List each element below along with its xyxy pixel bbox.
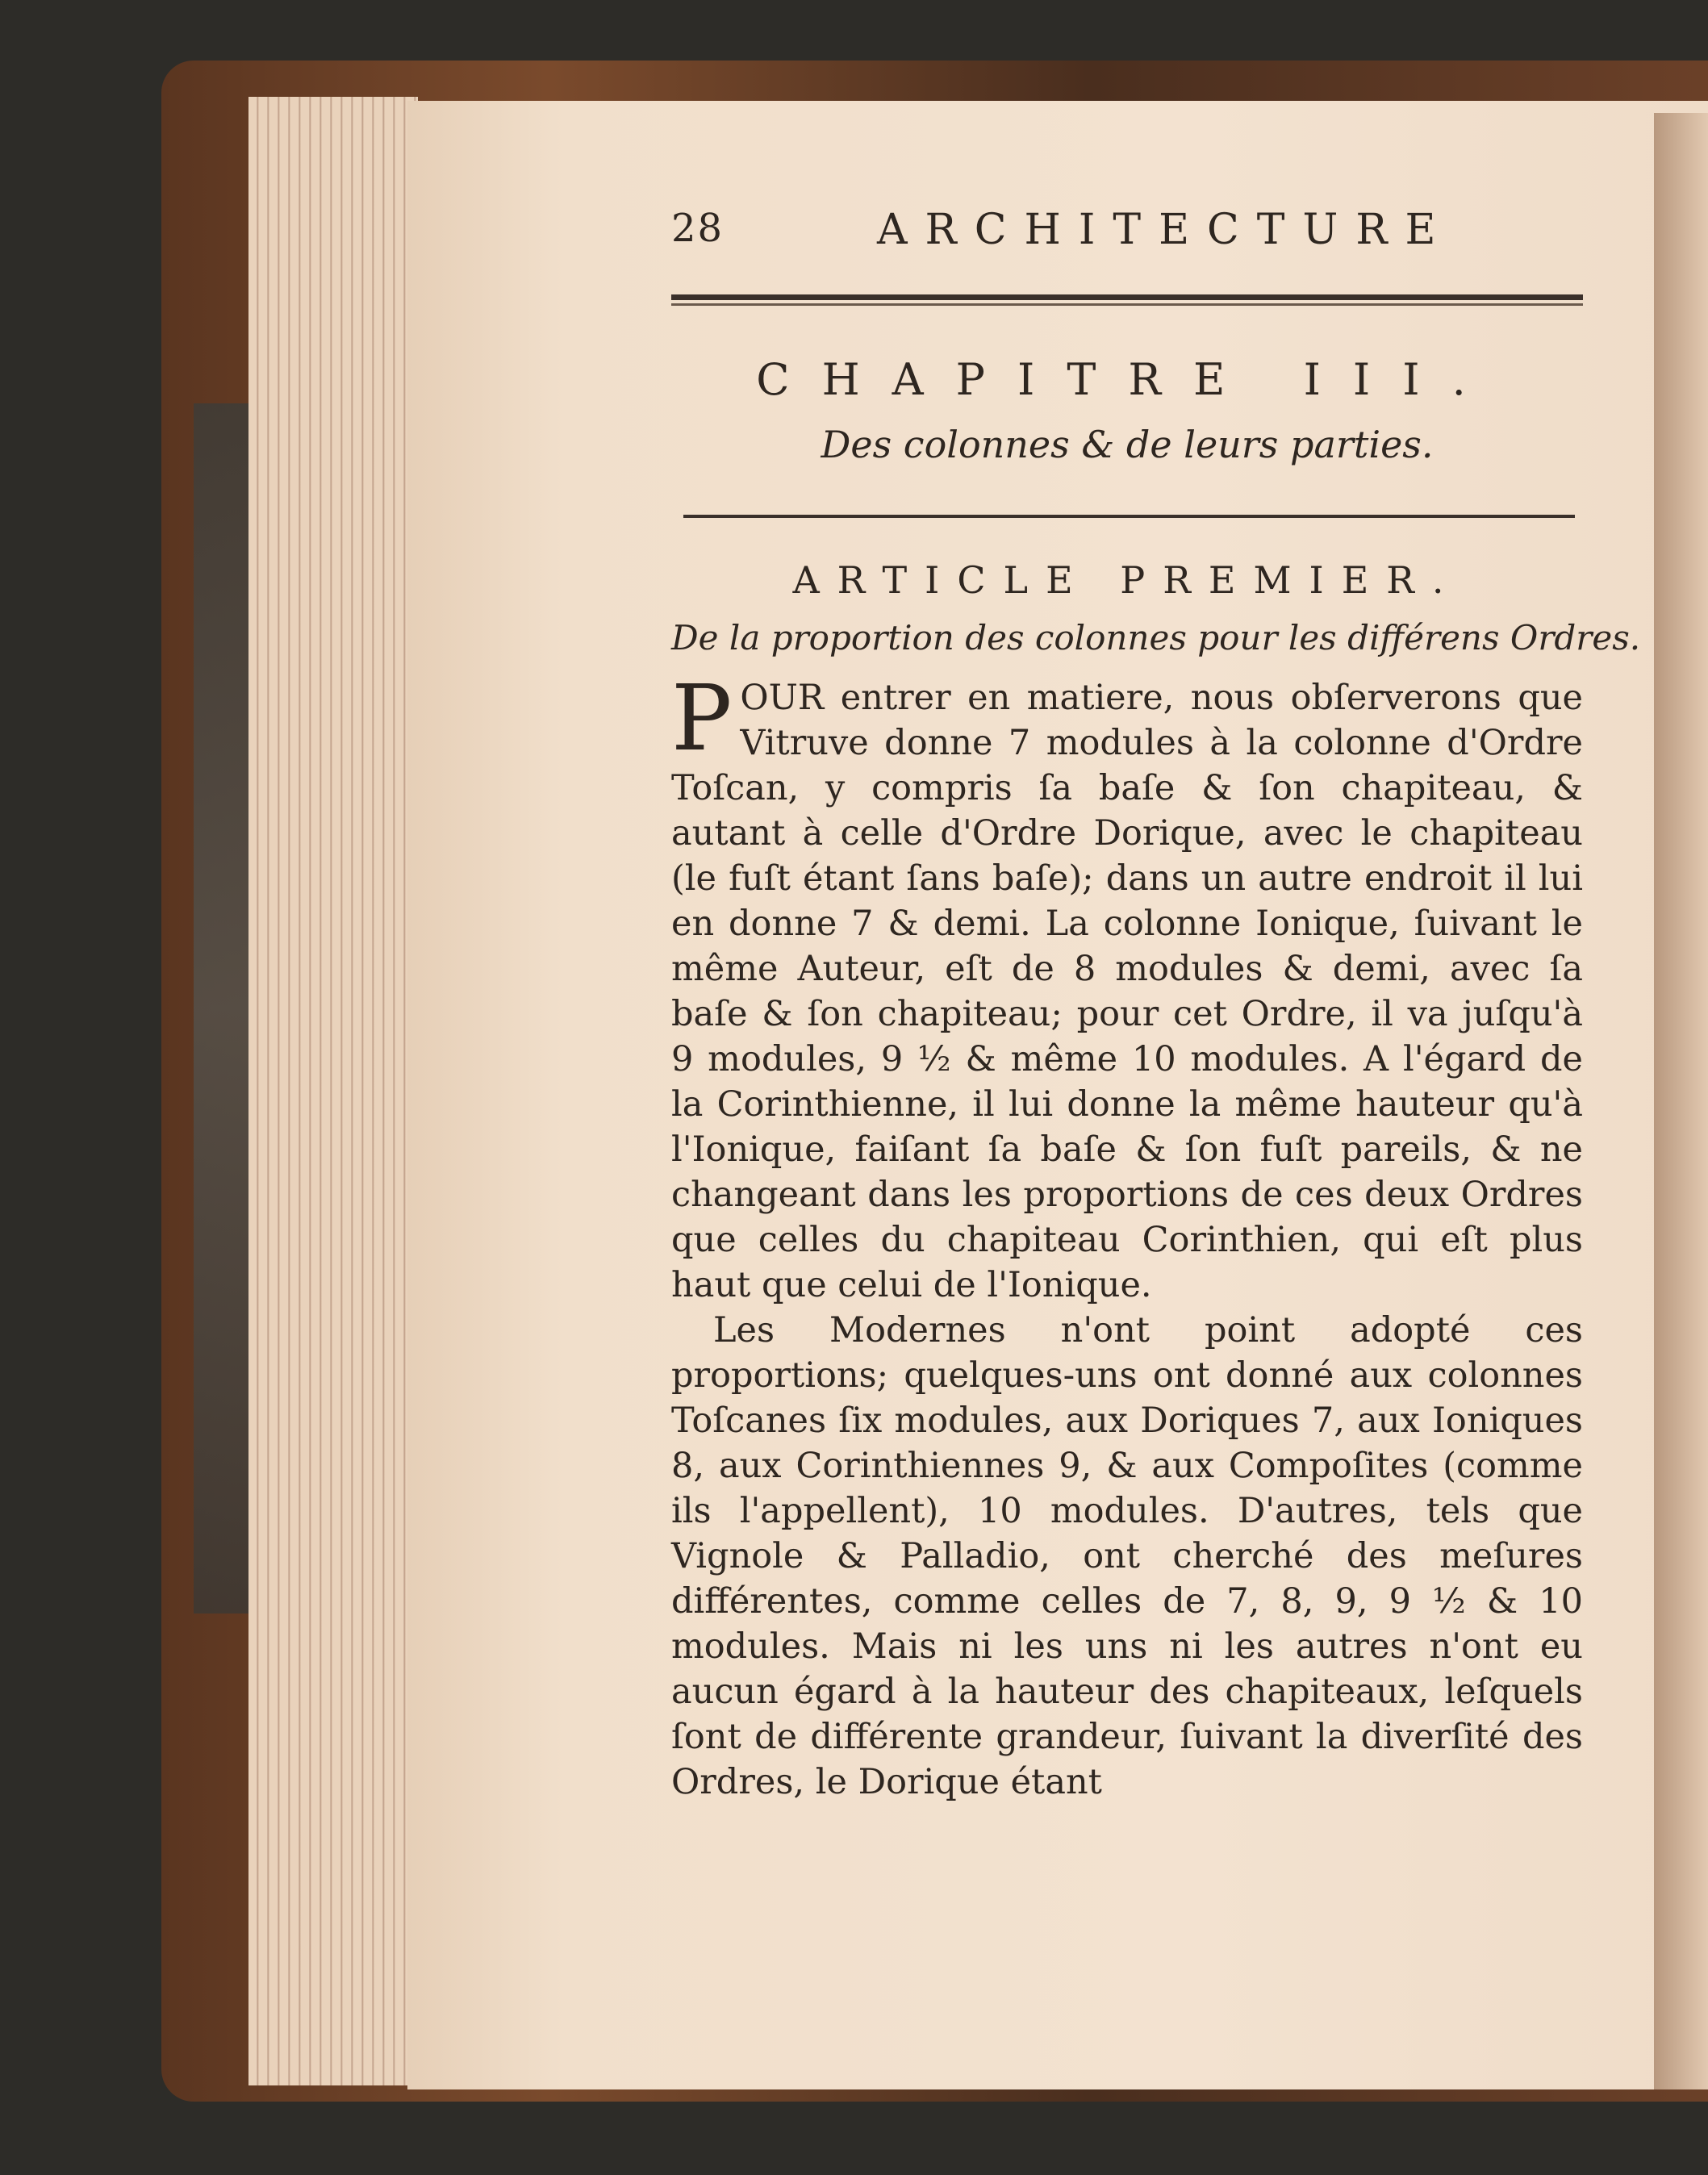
chapter-rule [683,515,1575,518]
article-heading: ARTICLE PREMIER. [792,558,1462,602]
paragraph-1-text: OUR entrer en matiere, nous obſerverons que Vitruve donne 7 modules à la colonne d'Ordre Toſcan, y compris ſa baſe & ſon chapiteau, & autant à celle d'Ordre Dorique, avec le chapiteau (le fuſt étant ſans baſe); dans un autre endroit il lui en donne 7 & demi. La colonne Ionique, ſuivant le même Auteur, eſt de 8 modules & demi, avec ſa baſe & ſon chapiteau; pour cet Ordre, il va juſqu'à 9 modules, 9 ½ & même 10 modules. A l'égard de la Corinthienne, il lui donne la même hauteur qu'à l'Ionique, faiſant ſa baſe & ſon fuſt pareils, & ne changeant dans les proportions de ces deux Ordres que celles du chapiteau Corinthien, qui eſt plus haut que celui de l'Ionique. [671,678,1583,1305]
chapter-subtitle: Des colonnes & de leurs parties. [821,423,1434,466]
next-page-edge [1654,113,1708,2089]
page-stack-edges [248,97,418,2085]
drop-cap: P [671,666,733,771]
running-title: ARCHITECTURE [877,206,1454,254]
running-header [671,206,1583,262]
chapter-title: CHAPITRE III. [756,354,1498,405]
book-spine-shadow [194,403,250,1614]
body-paragraph-1 [671,666,1583,1308]
page-text-block [671,206,1641,1805]
page-number: 28 [671,206,725,251]
header-rule [671,294,1583,306]
body-paragraph-2: Les Modernes n'ont point adopté ces proportions; quelques-uns ont donné aux colonnes Toſcanes ſix modules, aux Doriques 7, aux Ioniques 8, aux Corinthiennes 9, & aux Compoſites (comme ils l'appellent), 10 modules. D'autres, tels que Vignole & Palladio, ont cherché des meſures différentes, comme celles de 7, 8, 9, 9 ½ & 10 modules. Mais ni les uns ni les autres n'ont eu aucun égard à la hauteur des chapiteaux, leſquels ſont de différente grandeur, ſuivant la diverſité des Ordres, le Dorique étant [671,1310,1583,1802]
article-subheading: De la proportion des colonnes pour les différens Ordres. [671,618,1641,658]
